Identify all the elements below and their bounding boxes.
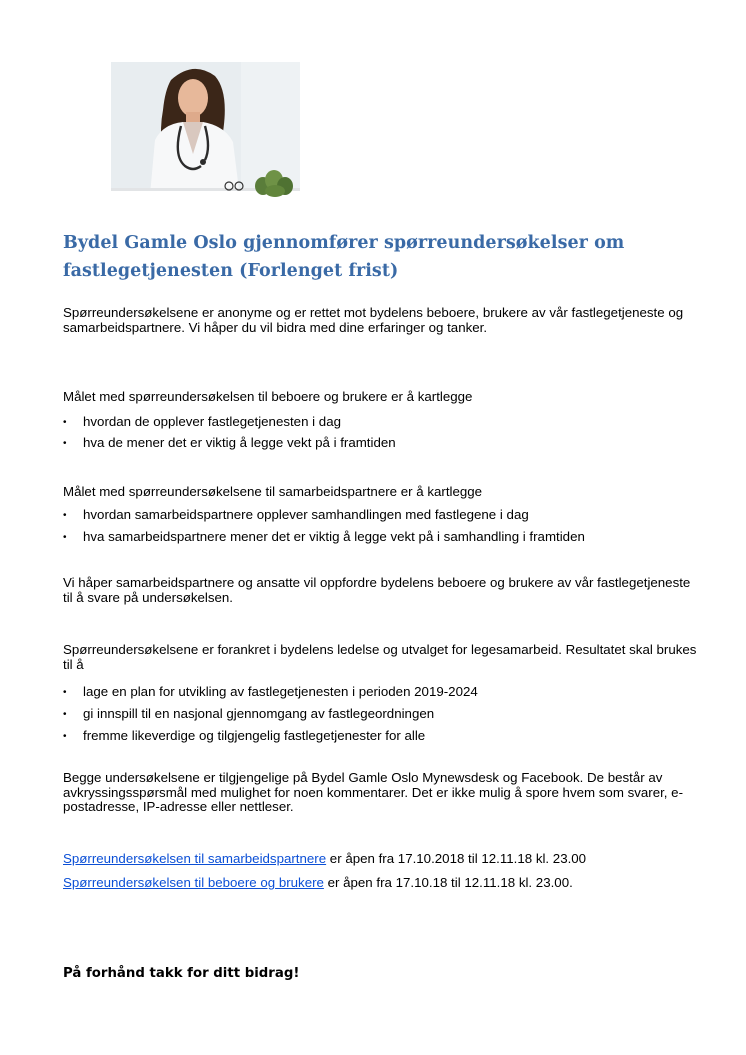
list-item: • hvordan samarbeidspartnere opplever samhandlingen med fastlegene i dag (63, 507, 529, 522)
survey-partners-link[interactable]: Spørreundersøkelsen til samarbeidspartnere (63, 851, 327, 866)
availability-paragraph: Begge undersøkelsene er tilgjengelige på Bydel Gamle Oslo Mynewsdesk og Facebook. De består av avkryssingsspørsmål med mulighet for noen kommentarer. Det er ikke mulig å spore hvem som svarer, e-postadresse, IP-adresse eller nettleser. (63, 770, 684, 815)
goal-residents-lead: Målet med spørreundersøkelsen til beboere og brukere er å kartlegge (63, 389, 473, 404)
goal-partners-lead: Målet med spørreundersøkelsene til samarbeidspartnere er å kartlegge (63, 484, 483, 499)
thanks-text: På forhånd takk for ditt bidrag! (63, 966, 300, 981)
bullet-icon: • (63, 417, 67, 428)
doctor-illustration (111, 62, 300, 206)
survey-link-line: Spørreundersøkelsen til samarbeidspartnere er åpen fra 17.10.2018 til 12.11.18 kl. 23.00 (63, 851, 587, 866)
list-item: • fremme likeverdige og tilgjengelig fastlegetjenester for alle (63, 728, 426, 743)
intro-paragraph: Spørreundersøkelsene er anonyme og er rettet mot bydelens beboere, brukere av vår fastlegetjeneste og samarbeidspartnere. Vi håper du vil bidra med dine erfaringer og tanker. (63, 305, 684, 335)
bullet-icon: • (63, 532, 67, 543)
list-item: • lage en plan for utvikling av fastlegetjenesten i perioden 2019-2024 (63, 684, 478, 699)
bullet-icon: • (63, 731, 67, 742)
survey-link-line: Spørreundersøkelsen til beboere og brukere er åpen fra 17.10.18 til 12.11.18 kl. 23.00. (63, 875, 573, 890)
bullet-icon: • (63, 687, 67, 698)
list-item: • gi innspill til en nasjonal gjennomgang av fastlegeordningen (63, 706, 435, 721)
list-item: • hvordan de opplever fastlegetjenesten i dag (63, 414, 341, 429)
doctor-photo (111, 62, 300, 206)
page-title: Bydel Gamle Oslo gjennomfører spørreundersøkelser om fastlegetjenesten (Forlenget frist) (63, 233, 625, 281)
bullet-icon: • (63, 438, 67, 449)
hope-paragraph: Vi håper samarbeidspartnere og ansatte vil oppfordre bydelens beboere og brukere av vår fastlegetjeneste til å svare på undersøkelsen. (63, 575, 691, 605)
anchored-lead: Spørreundersøkelsene er forankret i bydelens ledelse og utvalget for legesamarbeid. Resultatet skal brukes til å (63, 642, 697, 672)
survey-residents-link[interactable]: Spørreundersøkelsen til beboere og brukere (63, 875, 324, 890)
bullet-icon: • (63, 510, 67, 521)
bullet-icon: • (63, 709, 67, 720)
list-item: • hva samarbeidspartnere mener det er viktig å legge vekt på i samhandling i framtiden (63, 529, 585, 544)
list-item: • hva de mener det er viktig å legge vekt på i framtiden (63, 435, 396, 450)
